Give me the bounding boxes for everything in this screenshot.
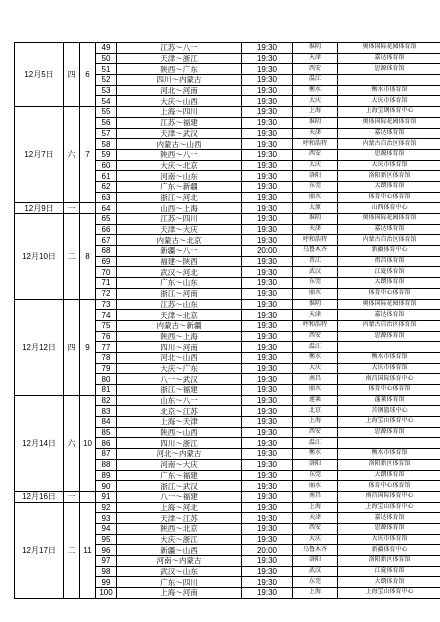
- date-cell: 12月16日: [15, 491, 64, 502]
- venue-cell: 洛阳新区体育馆: [338, 171, 440, 182]
- venue-cell: 嘉达体育馆: [338, 128, 440, 139]
- game-number-cell: 83: [96, 406, 117, 417]
- round-cell: 8: [80, 214, 96, 300]
- venue-cell: 体育中心体育馆: [338, 192, 440, 203]
- game-number-cell: 62: [96, 181, 117, 192]
- matchup-cell: 上海～天津: [117, 417, 242, 428]
- weekday-cell: 六: [64, 395, 80, 491]
- city-cell: 衡水: [293, 449, 338, 460]
- city-cell: 洛阳: [293, 171, 338, 182]
- round-cell: 6: [80, 43, 96, 107]
- time-cell: 19:30: [242, 417, 293, 428]
- city-cell: 丽水: [293, 192, 338, 203]
- time-cell: 19:30: [242, 96, 293, 107]
- game-number-cell: 53: [96, 85, 117, 96]
- time-cell: 19:30: [242, 267, 293, 278]
- city-cell: 西安: [293, 427, 338, 438]
- matchup-cell: 广东～四川: [117, 577, 242, 588]
- round-cell: 9: [80, 299, 96, 395]
- city-cell: 温江: [293, 438, 338, 449]
- matchup-cell: 江苏～八一: [117, 43, 242, 54]
- city-cell: 天津: [293, 128, 338, 139]
- game-number-cell: 98: [96, 566, 117, 577]
- game-number-cell: 78: [96, 352, 117, 363]
- time-cell: 19:30: [242, 224, 293, 235]
- game-number-cell: 64: [96, 203, 117, 214]
- time-cell: 19:30: [242, 491, 293, 502]
- time-cell: 19:30: [242, 43, 293, 54]
- city-cell: 洛阳: [293, 556, 338, 567]
- time-cell: 19:30: [242, 64, 293, 75]
- venue-cell: 上海宝山体育中心: [338, 417, 440, 428]
- venue-cell: 新疆体育中心: [338, 246, 440, 257]
- matchup-cell: 河北～山西: [117, 352, 242, 363]
- game-number-cell: 56: [96, 117, 117, 128]
- game-number-cell: 50: [96, 53, 117, 64]
- venue-cell: 上海宝钢体育中心: [338, 107, 440, 118]
- game-number-cell: 54: [96, 96, 117, 107]
- time-cell: 19:30: [242, 117, 293, 128]
- venue-cell: 奥体国际花园体育馆: [338, 214, 440, 225]
- venue-cell: 祖昌体育馆: [338, 256, 440, 267]
- venue-cell: 嘉达体育馆: [338, 224, 440, 235]
- city-cell: 淮阴: [293, 214, 338, 225]
- venue-cell: 蓬莱体育馆: [338, 395, 440, 406]
- time-cell: 19:30: [242, 438, 293, 449]
- game-number-cell: 80: [96, 374, 117, 385]
- city-cell: 呼和浩特: [293, 235, 338, 246]
- time-cell: 19:30: [242, 342, 293, 353]
- matchup-cell: 内蒙古～北京: [117, 235, 242, 246]
- game-number-cell: 82: [96, 395, 117, 406]
- game-number-cell: 90: [96, 481, 117, 492]
- game-number-cell: 75: [96, 320, 117, 331]
- time-cell: 19:30: [242, 363, 293, 374]
- weekday-cell: 六: [64, 107, 80, 203]
- city-cell: 丽水: [293, 288, 338, 299]
- matchup-cell: 上海～河北: [117, 502, 242, 513]
- venue-cell: 大朗体育馆: [338, 577, 440, 588]
- matchup-cell: 八一～武汉: [117, 374, 242, 385]
- matchup-cell: 新疆～八一: [117, 246, 242, 257]
- matchup-cell: 天津～浙江: [117, 53, 242, 64]
- matchup-cell: 天津～大庆: [117, 224, 242, 235]
- time-cell: 20:00: [242, 246, 293, 257]
- time-cell: 19:30: [242, 310, 293, 321]
- time-cell: 19:30: [242, 577, 293, 588]
- game-number-cell: 77: [96, 342, 117, 353]
- time-cell: 19:30: [242, 320, 293, 331]
- time-cell: 19:30: [242, 203, 293, 214]
- venue-cell: 思源体育馆: [338, 331, 440, 342]
- time-cell: 19:30: [242, 214, 293, 225]
- game-number-cell: 89: [96, 470, 117, 481]
- venue-cell: 内蒙古自治区体育馆: [338, 320, 440, 331]
- date-cell: 12月12日: [15, 299, 64, 395]
- city-cell: 天津: [293, 310, 338, 321]
- table-row: [15, 214, 440, 225]
- time-cell: 20:00: [242, 545, 293, 556]
- matchup-cell: 江苏～福建: [117, 117, 242, 128]
- venue-cell: 体育中心体育馆: [338, 385, 440, 396]
- venue-cell: 大朗体育馆: [338, 278, 440, 289]
- venue-cell: 首钢篮球中心: [338, 406, 440, 417]
- venue-cell: 嘉达体育馆: [338, 513, 440, 524]
- venue-cell: 嘉达体育馆: [338, 53, 440, 64]
- time-cell: 19:30: [242, 566, 293, 577]
- game-number-cell: 66: [96, 224, 117, 235]
- game-number-cell: 76: [96, 331, 117, 342]
- city-cell: 大庆: [293, 96, 338, 107]
- table-row: [15, 107, 440, 118]
- city-cell: 南昌: [293, 491, 338, 502]
- matchup-cell: 上海～河南: [117, 588, 242, 599]
- date-cell: 12月5日: [15, 43, 64, 107]
- city-cell: 西安: [293, 149, 338, 160]
- venue-cell: 思源体育馆: [338, 523, 440, 534]
- city-cell: 温江: [293, 75, 338, 86]
- time-cell: 19:30: [242, 256, 293, 267]
- matchup-cell: 广东～山东: [117, 278, 242, 289]
- matchup-cell: 山西～上海: [117, 203, 242, 214]
- city-cell: 上海: [293, 417, 338, 428]
- round-cell: 10: [80, 395, 96, 491]
- venue-cell: 新疆体育中心: [338, 545, 440, 556]
- game-number-cell: 94: [96, 523, 117, 534]
- matchup-cell: 天津～武汉: [117, 128, 242, 139]
- weekday-cell: 四: [64, 299, 80, 395]
- venue-cell: [338, 342, 440, 353]
- matchup-cell: 大庆～广东: [117, 363, 242, 374]
- time-cell: 19:30: [242, 171, 293, 182]
- venue-cell: 江夏体育馆: [338, 566, 440, 577]
- city-cell: 衡水: [293, 85, 338, 96]
- time-cell: 19:30: [242, 470, 293, 481]
- city-cell: 天津: [293, 224, 338, 235]
- city-cell: 上海: [293, 502, 338, 513]
- city-cell: 丽水: [293, 481, 338, 492]
- game-number-cell: 65: [96, 214, 117, 225]
- venue-cell: 山西体育中心: [338, 203, 440, 214]
- game-number-cell: 79: [96, 363, 117, 374]
- city-cell: 洛阳: [293, 459, 338, 470]
- game-number-cell: 91: [96, 491, 117, 502]
- city-cell: 东莞: [293, 278, 338, 289]
- matchup-cell: 河南～山东: [117, 171, 242, 182]
- time-cell: 19:30: [242, 534, 293, 545]
- matchup-cell: 浙江～河南: [117, 288, 242, 299]
- city-cell: 衡水: [293, 352, 338, 363]
- game-number-cell: 84: [96, 417, 117, 428]
- matchup-cell: 内蒙古～山西: [117, 139, 242, 150]
- matchup-cell: 大庆～北京: [117, 160, 242, 171]
- game-number-cell: 71: [96, 278, 117, 289]
- time-cell: 19:30: [242, 299, 293, 310]
- game-number-cell: 97: [96, 556, 117, 567]
- game-number-cell: 51: [96, 64, 117, 75]
- venue-cell: 洛阳新区体育馆: [338, 459, 440, 470]
- weekday-cell: 一: [64, 203, 80, 214]
- game-number-cell: 67: [96, 235, 117, 246]
- round-cell: 7: [80, 107, 96, 203]
- city-cell: 呼和浩特: [293, 320, 338, 331]
- city-cell: 温江: [293, 342, 338, 353]
- round-cell: 11: [80, 502, 96, 598]
- time-cell: 19:30: [242, 192, 293, 203]
- time-cell: 19:30: [242, 107, 293, 118]
- round-cell: [80, 203, 96, 214]
- matchup-cell: 陕西～北京: [117, 523, 242, 534]
- time-cell: 19:30: [242, 385, 293, 396]
- city-cell: 天津: [293, 53, 338, 64]
- matchup-cell: 陕西～八一: [117, 149, 242, 160]
- time-cell: 19:30: [242, 427, 293, 438]
- city-cell: 北京: [293, 406, 338, 417]
- time-cell: 19:30: [242, 352, 293, 363]
- matchup-cell: 江苏～山东: [117, 299, 242, 310]
- time-cell: 19:30: [242, 502, 293, 513]
- game-number-cell: 69: [96, 256, 117, 267]
- matchup-cell: 陕西～山西: [117, 427, 242, 438]
- matchup-cell: 北京～江苏: [117, 406, 242, 417]
- matchup-cell: 广东～福建: [117, 470, 242, 481]
- date-cell: 12月17日: [15, 502, 64, 598]
- weekday-cell: 一: [64, 491, 80, 502]
- game-number-cell: 74: [96, 310, 117, 321]
- date-cell: 12月14日: [15, 395, 64, 491]
- game-number-cell: 68: [96, 246, 117, 257]
- time-cell: 19:30: [242, 459, 293, 470]
- venue-cell: 上海宝山体育中心: [338, 588, 440, 599]
- matchup-cell: 河南～内蒙古: [117, 556, 242, 567]
- venue-cell: 上海宝山体育中心: [338, 502, 440, 513]
- venue-cell: 衡水市体育馆: [338, 352, 440, 363]
- venue-cell: 奥体国际花园体育馆: [338, 299, 440, 310]
- game-number-cell: 73: [96, 299, 117, 310]
- city-cell: 西安: [293, 331, 338, 342]
- date-cell: 12月10日: [15, 214, 64, 300]
- table-row: [15, 203, 440, 214]
- time-cell: 19:30: [242, 374, 293, 385]
- venue-cell: 嘉达体育馆: [338, 310, 440, 321]
- matchup-cell: 天津～北京: [117, 310, 242, 321]
- matchup-cell: 内蒙古～新疆: [117, 320, 242, 331]
- venue-cell: 奥体国际花园体育馆: [338, 43, 440, 54]
- matchup-cell: 浙江～武汉: [117, 481, 242, 492]
- matchup-cell: 陕西～上海: [117, 331, 242, 342]
- game-number-cell: 57: [96, 128, 117, 139]
- game-number-cell: 86: [96, 438, 117, 449]
- game-number-cell: 96: [96, 545, 117, 556]
- time-cell: 19:30: [242, 128, 293, 139]
- venue-cell: 奥体国际花园体育馆: [338, 117, 440, 128]
- venue-cell: 体育中心体育馆: [338, 288, 440, 299]
- venue-cell: 大朗体育馆: [338, 470, 440, 481]
- game-number-cell: 52: [96, 75, 117, 86]
- city-cell: 东莞: [293, 181, 338, 192]
- city-cell: 晋江: [293, 256, 338, 267]
- city-cell: 乌鲁木齐: [293, 246, 338, 257]
- round-cell: [80, 491, 96, 502]
- game-number-cell: 81: [96, 385, 117, 396]
- city-cell: 大庆: [293, 363, 338, 374]
- game-number-cell: 93: [96, 513, 117, 524]
- matchup-cell: 四川～浙江: [117, 438, 242, 449]
- city-cell: 莲莱: [293, 395, 338, 406]
- table-row: [15, 395, 440, 406]
- schedule-table: [14, 42, 440, 599]
- venue-cell: 南昌国际体育中心: [338, 374, 440, 385]
- game-number-cell: 95: [96, 534, 117, 545]
- game-number-cell: 92: [96, 502, 117, 513]
- time-cell: 19:30: [242, 53, 293, 64]
- city-cell: 大庆: [293, 534, 338, 545]
- matchup-cell: 大庆～浙江: [117, 534, 242, 545]
- matchup-cell: 浙江～福建: [117, 385, 242, 396]
- venue-cell: 南昌国际体育中心: [338, 491, 440, 502]
- time-cell: 19:30: [242, 181, 293, 192]
- game-number-cell: 55: [96, 107, 117, 118]
- venue-cell: 江夏体育馆: [338, 267, 440, 278]
- venue-cell: 大庆市体育馆: [338, 534, 440, 545]
- venue-cell: 大庆市体育馆: [338, 363, 440, 374]
- city-cell: 上海: [293, 107, 338, 118]
- city-cell: 太原: [293, 203, 338, 214]
- venue-cell: 内蒙古自治区体育馆: [338, 139, 440, 150]
- matchup-cell: 广东～新疆: [117, 181, 242, 192]
- game-number-cell: 99: [96, 577, 117, 588]
- venue-cell: 内蒙古自治区体育馆: [338, 235, 440, 246]
- city-cell: 呼和浩特: [293, 139, 338, 150]
- city-cell: 淮阴: [293, 299, 338, 310]
- matchup-cell: 武汉～河北: [117, 267, 242, 278]
- date-cell: 12月7日: [15, 107, 64, 203]
- game-number-cell: 59: [96, 149, 117, 160]
- matchup-cell: 山东～八一: [117, 395, 242, 406]
- matchup-cell: 河北～河南: [117, 85, 242, 96]
- city-cell: 天津: [293, 513, 338, 524]
- time-cell: 19:30: [242, 160, 293, 171]
- time-cell: 19:30: [242, 481, 293, 492]
- matchup-cell: 浙江～河北: [117, 192, 242, 203]
- city-cell: 淮阴: [293, 117, 338, 128]
- venue-cell: 洛阳新区体育馆: [338, 556, 440, 567]
- matchup-cell: 大庆～山西: [117, 96, 242, 107]
- venue-cell: 体育中心体育馆: [338, 481, 440, 492]
- city-cell: 乌鲁木齐: [293, 545, 338, 556]
- game-number-cell: 63: [96, 192, 117, 203]
- time-cell: 19:30: [242, 75, 293, 86]
- time-cell: 19:30: [242, 149, 293, 160]
- time-cell: 19:30: [242, 406, 293, 417]
- city-cell: 上海: [293, 588, 338, 599]
- game-number-cell: 60: [96, 160, 117, 171]
- city-cell: 武汉: [293, 267, 338, 278]
- matchup-cell: 八一～福建: [117, 491, 242, 502]
- game-number-cell: 100: [96, 588, 117, 599]
- game-number-cell: 70: [96, 267, 117, 278]
- city-cell: 南昌: [293, 374, 338, 385]
- schedule-body: [15, 43, 440, 599]
- city-cell: 西安: [293, 64, 338, 75]
- weekday-cell: 二: [64, 502, 80, 598]
- venue-cell: 思源体育馆: [338, 64, 440, 75]
- city-cell: 丽水: [293, 385, 338, 396]
- matchup-cell: 河北～内蒙古: [117, 449, 242, 460]
- game-number-cell: 61: [96, 171, 117, 182]
- venue-cell: 大朗体育馆: [338, 181, 440, 192]
- game-number-cell: 87: [96, 449, 117, 460]
- matchup-cell: 河南～大庆: [117, 459, 242, 470]
- game-number-cell: 72: [96, 288, 117, 299]
- game-number-cell: 88: [96, 459, 117, 470]
- time-cell: 19:30: [242, 588, 293, 599]
- city-cell: 大庆: [293, 160, 338, 171]
- time-cell: 19:30: [242, 556, 293, 567]
- city-cell: 武汉: [293, 566, 338, 577]
- weekday-cell: 二: [64, 214, 80, 300]
- time-cell: 19:30: [242, 85, 293, 96]
- matchup-cell: 四川～河南: [117, 342, 242, 353]
- date-cell: 12月9日: [15, 203, 64, 214]
- matchup-cell: 天津～江苏: [117, 513, 242, 524]
- time-cell: 19:30: [242, 523, 293, 534]
- time-cell: 19:30: [242, 235, 293, 246]
- matchup-cell: 武汉～山东: [117, 566, 242, 577]
- venue-cell: 思源体育馆: [338, 427, 440, 438]
- city-cell: 东莞: [293, 577, 338, 588]
- time-cell: 19:30: [242, 395, 293, 406]
- game-number-cell: 49: [96, 43, 117, 54]
- matchup-cell: 新疆～山西: [117, 545, 242, 556]
- city-cell: 东莞: [293, 470, 338, 481]
- table-row: [15, 299, 440, 310]
- table-row: [15, 43, 440, 54]
- game-number-cell: 58: [96, 139, 117, 150]
- weekday-cell: 四: [64, 43, 80, 107]
- time-cell: 19:30: [242, 288, 293, 299]
- matchup-cell: 江苏～四川: [117, 214, 242, 225]
- matchup-cell: 陕西～广东: [117, 64, 242, 75]
- venue-cell: [338, 75, 440, 86]
- game-number-cell: 85: [96, 427, 117, 438]
- table-row: [15, 502, 440, 513]
- time-cell: 19:30: [242, 139, 293, 150]
- venue-cell: 衡水市体育馆: [338, 85, 440, 96]
- matchup-cell: 四川～内蒙古: [117, 75, 242, 86]
- venue-cell: 大庆市体育馆: [338, 160, 440, 171]
- time-cell: 19:30: [242, 449, 293, 460]
- venue-cell: 大庆市体育馆: [338, 96, 440, 107]
- table-row: [15, 491, 440, 502]
- matchup-cell: 上海～四川: [117, 107, 242, 118]
- venue-cell: [338, 438, 440, 449]
- time-cell: 19:30: [242, 278, 293, 289]
- city-cell: 西安: [293, 523, 338, 534]
- venue-cell: 思源体育馆: [338, 149, 440, 160]
- city-cell: 淮阴: [293, 43, 338, 54]
- matchup-cell: 福建～陕西: [117, 256, 242, 267]
- time-cell: 19:30: [242, 513, 293, 524]
- venue-cell: 衡水市体育馆: [338, 449, 440, 460]
- time-cell: 19:30: [242, 331, 293, 342]
